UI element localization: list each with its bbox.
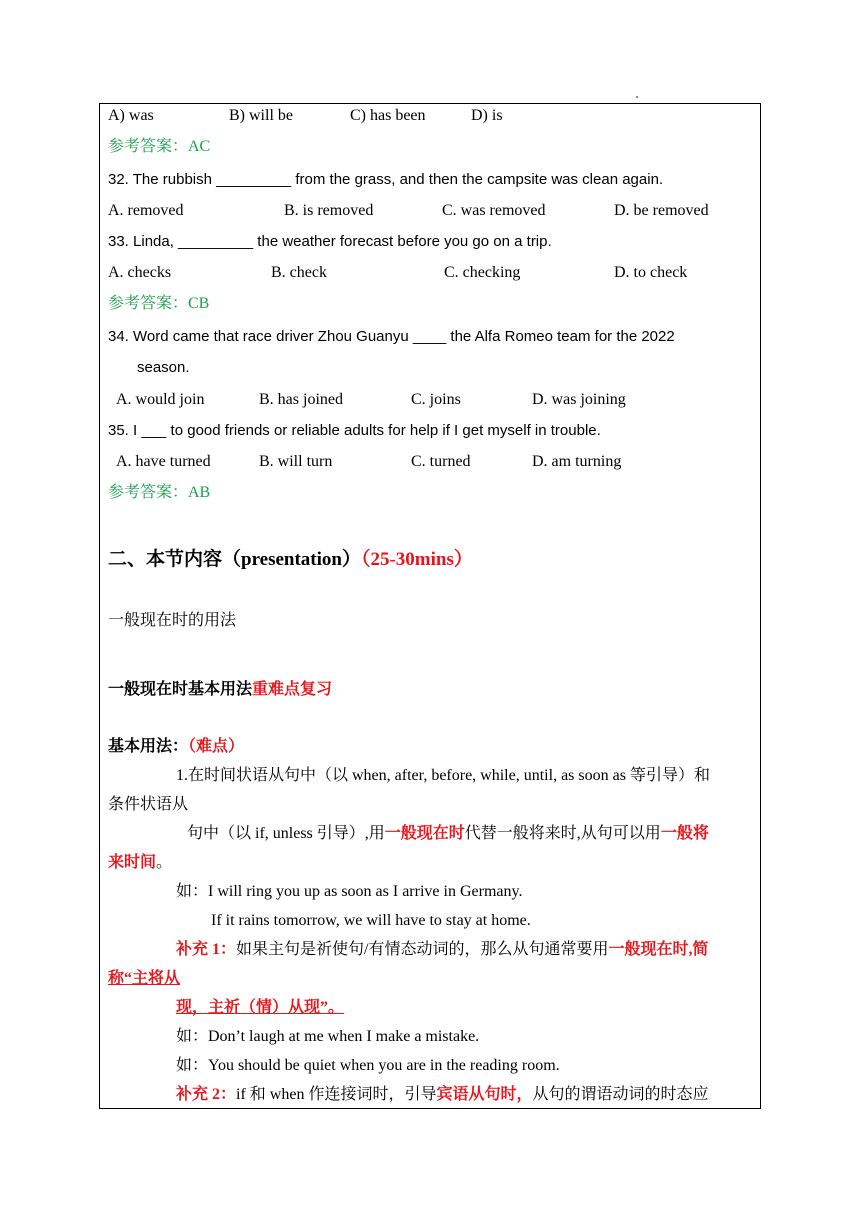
rule1-line4-a: 来时间 [108,854,157,871]
q31-option-d: D) is [471,107,503,124]
q33-answer: 参考答案：CB [108,295,210,312]
supplement2-red: 宾语从句时， [436,1086,533,1103]
example2-line1: 如：Don’t laugh at me when I make a mistake. [176,1028,480,1045]
q35-answer: 参考答案：AB [108,484,211,501]
q34-option-b: B. has joined [259,391,343,408]
example1-line1: 如：I will ring you up as soon as I arrive in Germany. [176,883,523,900]
q35-option-d: D. am turning [532,453,622,470]
rule1-line3 [187,824,709,844]
rule1-line2: 条件状语从 [108,796,189,813]
q32-option-b: B. is removed [284,202,374,219]
supplement1-red: 一般现在时,简 [608,941,709,958]
q31-option-c: C) has been [350,107,426,124]
q35-option-b: B. will turn [259,453,333,470]
q34-option-d: D. was joining [532,391,626,408]
review-heading-red: 重难点复习 [252,681,333,698]
rule1-line4-b: 。 [156,854,173,871]
review-heading [108,680,332,700]
topic-line: 一般现在时的用法 [108,612,237,629]
usage-heading [108,737,244,757]
q33-stem: 33. Linda, _________ the weather forecast before you go on a trip. [108,233,552,250]
example2-line2: 如：You should be quiet when you are in the reading room. [176,1057,560,1074]
q34-stem-line2: season. [137,359,190,376]
supplement2-text1: if 和 when 作连接词时，引导 [236,1086,437,1103]
q32-stem: 32. The rubbish _________ from the grass, and then the campsite was clean again. [108,171,664,188]
q35-option-a: A. have turned [116,453,211,470]
q35-stem: 35. I ___ to good friends or reliable adults for help if I get myself in trouble. [108,422,601,439]
q31-option-b: B) will be [229,107,293,124]
q33-option-a: A. checks [108,264,172,281]
rule1-line3-c: 代替一般将来时,从句可以用 [464,825,661,842]
supplement1-line2: 称“主将从 [108,970,181,987]
section-time: （25-30mins） [360,549,473,570]
rule1-line3-b: 一般现在时 [384,825,465,842]
rule1-line3-a: 句中（以 if, unless 引导）,用 [187,825,385,842]
q32-option-d: D. be removed [614,202,709,219]
rule1-line4 [108,853,172,873]
q34-stem-line1: 34. Word came that race driver Zhou Guanyu ____ the Alfa Romeo team for the 2022 [108,328,675,345]
usage-difficulty: （难点） [188,738,245,755]
supplement2-line1 [176,1085,708,1105]
q33-option-d: D. to check [614,264,688,281]
supplement2-label: 补充 2： [176,1086,237,1103]
review-heading-black: 一般现在时基本用法 [108,681,253,698]
q34-option-a: A. would join [116,391,205,408]
usage-label: 基本用法： [108,738,189,755]
example1-line2: If it rains tomorrow, we will have to stay at home. [211,912,531,929]
section-heading [108,548,473,572]
supplement1-label: 补充 1： [176,941,237,958]
q31-option-a: A) was [108,107,154,124]
q31-answer: 参考答案：AC [108,138,211,155]
q35-option-c: C. turned [411,453,471,470]
supplement1-line1 [176,940,708,960]
stray-dot [636,96,638,98]
section-title: 二、本节内容（presentation） [108,549,361,570]
supplement1-line3: 现，主祈（情）从现”。 [176,999,345,1016]
supplement2-text2: 从句的谓语动词的时态应 [532,1086,709,1103]
supplement1-text: 如果主句是祈使句/有情态动词的，那么从句通常要用 [236,941,609,958]
q32-option-a: A. removed [108,202,184,219]
q34-option-c: C. joins [411,391,461,408]
rule1-line1: 1.在时间状语从句中（以 when, after, before, while, until, as soon as 等引导）和 [176,767,710,784]
q33-option-b: B. check [271,264,327,281]
rule1-line3-d: 一般将 [660,825,709,842]
q33-option-c: C. checking [444,264,521,281]
q32-option-c: C. was removed [442,202,546,219]
